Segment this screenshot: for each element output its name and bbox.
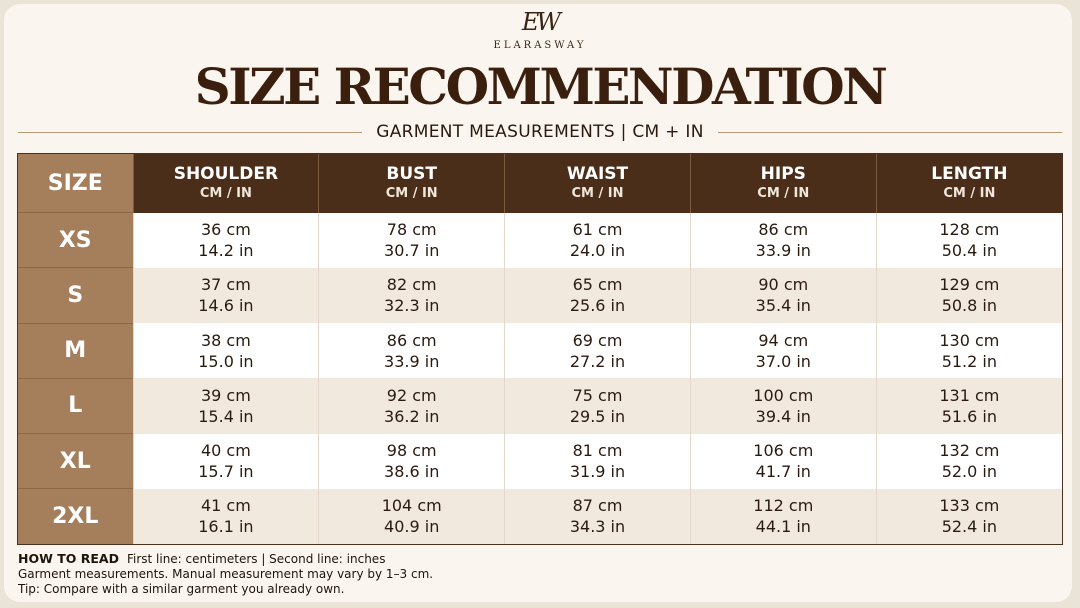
value-cm: 75 cm [572, 385, 623, 405]
column-header-hips [690, 154, 876, 213]
measurement-cell [690, 378, 876, 433]
measurement-cell [505, 489, 691, 544]
column-name: LENGTH [931, 164, 1008, 185]
how-to-read-label: HOW TO READ [18, 551, 119, 566]
measurement-cell [690, 213, 876, 268]
column-name: HIPS [760, 164, 806, 185]
value-in: 14.2 in [198, 241, 254, 261]
value-cm: 39 cm [200, 385, 251, 405]
how-to-read-line [18, 551, 818, 567]
value-in: 38.6 in [384, 462, 440, 482]
value-cm: 132 cm [939, 441, 1000, 461]
value-cm: 86 cm [758, 220, 809, 240]
value-in: 24.0 in [569, 241, 626, 261]
tip-note: Tip: Compare with a similar garment you already own. [18, 582, 345, 596]
measurement-cell [133, 489, 319, 544]
measurement-cell [133, 434, 319, 489]
value-in: 33.9 in [755, 241, 811, 261]
value-cm: 86 cm [386, 330, 437, 350]
size-column-header: SIZE [18, 154, 133, 213]
measurement-cell [876, 268, 1062, 323]
measurement-cell [319, 378, 505, 433]
value-in: 51.2 in [941, 351, 997, 371]
value-in: 34.3 in [569, 517, 626, 537]
column-unit: CM / IN [571, 186, 624, 202]
value-cm: 65 cm [572, 275, 623, 295]
value-cm: 92 cm [386, 385, 437, 405]
table-row [18, 323, 1062, 378]
value-in: 40.9 in [384, 517, 440, 537]
divider-left [18, 132, 362, 133]
how-to-read-text: First line: centimeters | Second line: inches [126, 552, 386, 566]
value-cm: 112 cm [753, 496, 814, 516]
value-in: 52.4 in [941, 517, 997, 537]
column-name: BUST [386, 164, 437, 185]
measurement-cell [505, 378, 691, 433]
size-label: XL [18, 434, 133, 489]
value-in: 36.2 in [384, 406, 440, 426]
value-in: 52.0 in [941, 462, 997, 482]
value-in: 25.6 in [569, 296, 626, 316]
measurement-cell [690, 489, 876, 544]
value-in: 14.6 in [198, 296, 254, 316]
value-in: 16.1 in [198, 517, 254, 537]
value-in: 50.4 in [941, 241, 997, 261]
size-label: M [18, 323, 133, 378]
measurement-cell [505, 323, 691, 378]
value-cm: 87 cm [572, 496, 623, 516]
divider-right [718, 132, 1062, 133]
value-cm: 40 cm [200, 441, 251, 461]
column-header-waist [505, 154, 691, 213]
value-cm: 41 cm [200, 496, 251, 516]
measurement-cell [319, 323, 505, 378]
page-subtitle: GARMENT MEASUREMENTS | CM + IN [376, 122, 704, 142]
column-header-shoulder [133, 154, 319, 213]
measurement-cell [505, 268, 691, 323]
column-name: WAIST [566, 164, 629, 185]
value-cm: 106 cm [753, 441, 814, 461]
value-in: 30.7 in [384, 241, 440, 261]
measurement-cell [319, 268, 505, 323]
size-table [17, 153, 1063, 545]
value-cm: 130 cm [939, 330, 1000, 350]
measurement-cell [319, 213, 505, 268]
measurement-cell [690, 434, 876, 489]
value-in: 15.0 in [198, 351, 254, 371]
value-cm: 100 cm [753, 385, 814, 405]
value-cm: 98 cm [386, 441, 437, 461]
measurement-cell [133, 213, 319, 268]
value-in: 35.4 in [755, 296, 811, 316]
measurement-cell [876, 323, 1062, 378]
column-header-bust [319, 154, 505, 213]
value-in: 15.4 in [198, 406, 254, 426]
brand-logo-mark: EW [521, 8, 559, 36]
table-row [18, 434, 1062, 489]
column-name: SHOULDER [173, 164, 279, 185]
value-in: 44.1 in [755, 517, 811, 537]
value-in: 41.7 in [755, 462, 811, 482]
value-in: 15.7 in [198, 462, 254, 482]
table-header-row [18, 154, 1062, 213]
value-cm: 82 cm [386, 275, 437, 295]
size-label: L [18, 378, 133, 433]
value-cm: 90 cm [758, 275, 809, 295]
footer-notes [18, 551, 818, 597]
brand-name: ELARASWAY [493, 40, 587, 51]
value-cm: 104 cm [381, 496, 442, 516]
measurement-cell [319, 434, 505, 489]
size-label: S [18, 268, 133, 323]
value-cm: 78 cm [386, 220, 437, 240]
value-cm: 133 cm [939, 496, 1000, 516]
value-in: 51.6 in [941, 406, 997, 426]
value-cm: 94 cm [758, 330, 809, 350]
size-label: 2XL [18, 489, 133, 544]
value-in: 29.5 in [569, 406, 626, 426]
column-unit: CM / IN [757, 186, 810, 202]
table-row [18, 378, 1062, 433]
value-in: 50.8 in [941, 296, 997, 316]
value-cm: 38 cm [200, 330, 251, 350]
subtitle-row [18, 122, 1062, 142]
value-in: 31.9 in [569, 462, 626, 482]
measurement-cell [133, 378, 319, 433]
measurement-cell [319, 489, 505, 544]
value-cm: 69 cm [572, 330, 623, 350]
measurement-cell [505, 434, 691, 489]
measurement-cell [876, 378, 1062, 433]
measurement-cell [133, 268, 319, 323]
value-cm: 37 cm [200, 275, 251, 295]
page-title: SIZE RECOMMENDATION [194, 57, 886, 116]
column-unit: CM / IN [199, 186, 252, 202]
measurement-cell [876, 489, 1062, 544]
measurement-cell [876, 213, 1062, 268]
size-label: XS [18, 213, 133, 268]
value-in: 33.9 in [384, 351, 440, 371]
value-cm: 128 cm [939, 220, 1000, 240]
table-row [18, 489, 1062, 544]
measurement-note: Garment measurements. Manual measurement may vary by 1–3 cm. [18, 567, 434, 581]
value-cm: 129 cm [939, 275, 1000, 295]
value-cm: 81 cm [572, 441, 623, 461]
column-header-length [876, 154, 1062, 213]
value-in: 37.0 in [755, 351, 811, 371]
measurement-cell [690, 268, 876, 323]
column-unit: CM / IN [943, 186, 996, 202]
measurement-cell [876, 434, 1062, 489]
value-cm: 61 cm [572, 220, 623, 240]
value-cm: 36 cm [200, 220, 251, 240]
value-in: 32.3 in [384, 296, 440, 316]
measurement-cell [690, 323, 876, 378]
measurement-cell [133, 323, 319, 378]
value-in: 27.2 in [569, 351, 626, 371]
value-cm: 131 cm [939, 385, 1000, 405]
table-row [18, 268, 1062, 323]
column-unit: CM / IN [385, 186, 438, 202]
table-row [18, 213, 1062, 268]
measurement-cell [505, 213, 691, 268]
value-in: 39.4 in [755, 406, 811, 426]
